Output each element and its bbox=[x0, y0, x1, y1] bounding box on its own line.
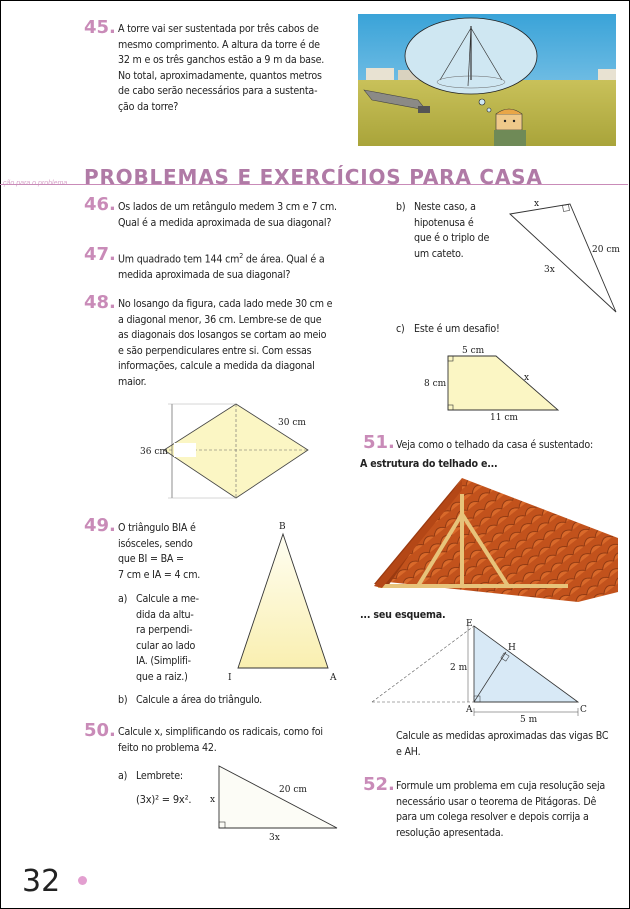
text-line: necessário usar o teorema de Pitágoras. Dê bbox=[396, 795, 597, 808]
problem-51-number: 51. bbox=[363, 432, 395, 453]
text-line: dida da altu- bbox=[136, 608, 194, 621]
rhombus-side-label: 30 cm bbox=[278, 418, 306, 428]
problem-50-c-label: c) bbox=[396, 323, 405, 335]
text-line: Calcule as medidas aproximadas das vigas BC bbox=[396, 730, 609, 742]
text-line: e AH. bbox=[396, 745, 421, 758]
page-number: 32 bbox=[22, 864, 61, 899]
problem-48-number: 48. bbox=[84, 292, 116, 313]
schema-e-label: E bbox=[466, 619, 473, 629]
text-line: A torre vai ser sustentada por três cabos de bbox=[118, 23, 319, 35]
tri-a-hyp-label: 20 cm bbox=[279, 785, 307, 795]
text-line: Qual é a medida aproximada de sua diagonal? bbox=[118, 216, 332, 229]
problem-51-bold2: ... seu esquema. bbox=[360, 609, 446, 621]
tri-b-side-label: 3x bbox=[544, 265, 555, 275]
text-line: Calcule x, simplificando os radicais, como foi bbox=[118, 726, 323, 738]
right-triangle-b-figure bbox=[500, 196, 625, 321]
problem-50-b-label: b) bbox=[396, 201, 406, 213]
problem-50-formula: (3x)² = 9x². bbox=[136, 793, 192, 806]
text-line: cular ao lado bbox=[136, 639, 196, 652]
problem-47-text bbox=[118, 249, 358, 284]
problem-50-b-text bbox=[414, 200, 496, 262]
right-triangle-a-figure bbox=[205, 760, 345, 842]
section-heading: PROBLEMAS E EXERCÍCIOS PARA CASA bbox=[84, 165, 543, 189]
tri-a-side-label: x bbox=[210, 795, 216, 805]
trap-base-label: 11 cm bbox=[490, 413, 518, 422]
problem-50-a-label: a) bbox=[118, 770, 128, 782]
text-line: resolução apresentada. bbox=[396, 826, 504, 839]
schema-c-label: C bbox=[580, 705, 587, 715]
text-line: hipotenusa é bbox=[414, 216, 474, 229]
problem-50-number: 50. bbox=[84, 720, 116, 741]
problem-47-number: 47. bbox=[84, 244, 116, 265]
text-line: e são perpendiculares entre si. Com essas bbox=[118, 344, 312, 357]
vertex-a-label: A bbox=[330, 673, 337, 683]
text-line: para um colega resolver e depois corrija a bbox=[396, 811, 589, 824]
schema-width-label: 5 m bbox=[520, 715, 538, 723]
text-line: Calcule a me- bbox=[136, 593, 199, 605]
trap-left-label: 8 cm bbox=[424, 379, 447, 389]
text-line: informações, calcule a medida da diagonal bbox=[118, 360, 315, 373]
problem-49-b-label: b) bbox=[118, 694, 128, 706]
problem-49-number: 49. bbox=[84, 515, 116, 536]
text-line: isósceles, sendo bbox=[118, 537, 193, 550]
problem-51-bold1: A estrutura do telhado e... bbox=[360, 458, 498, 470]
problem-49-a-text bbox=[136, 592, 226, 686]
trap-top-label: 5 cm bbox=[462, 346, 485, 356]
tower-illustration bbox=[358, 14, 616, 146]
roof-illustration bbox=[368, 474, 618, 602]
rhombus-diagonal-label: 36 cm bbox=[140, 447, 168, 457]
text-line: medida aproximada de sua diagonal? bbox=[118, 269, 291, 282]
text-line: que BI = BA = bbox=[118, 553, 184, 566]
problem-52-text bbox=[396, 779, 624, 841]
text-line: maior. bbox=[118, 375, 147, 388]
schema-h-label: H bbox=[508, 643, 516, 653]
problem-49-a-label: a) bbox=[118, 593, 128, 605]
text-line: um cateto. bbox=[414, 247, 464, 260]
text-line: Os lados de um retângulo medem 3 cm e 7 cm. bbox=[118, 201, 337, 213]
problem-52-number: 52. bbox=[363, 774, 395, 795]
problem-50-text bbox=[118, 725, 358, 756]
text-line: Neste caso, a bbox=[414, 201, 476, 213]
vertex-i-label: I bbox=[228, 673, 232, 683]
problem-50-c-text: Este é um desafio! bbox=[414, 323, 500, 335]
text-line: a diagonal menor, 36 cm. Lembre-se de que bbox=[118, 313, 322, 326]
tri-b-hyp-label: 20 cm bbox=[592, 245, 620, 255]
tri-a-base-label: 3x bbox=[269, 833, 280, 842]
trapezoid-figure bbox=[420, 344, 570, 422]
problem-51-text: Veja como o telhado da casa é sustentado: bbox=[396, 439, 593, 451]
problem-49-b-text: Calcule a área do triângulo. bbox=[136, 694, 262, 706]
text-line: No total, aproximadamente, quantos metros bbox=[118, 69, 322, 82]
text-line: IA. (Simplifi- bbox=[136, 655, 191, 668]
schema-a-label: A bbox=[466, 705, 473, 715]
problem-49-text bbox=[118, 521, 228, 583]
text-line: feito no problema 42. bbox=[118, 741, 217, 754]
problem-48-text bbox=[118, 297, 358, 391]
problem-51-calc bbox=[396, 729, 626, 760]
trap-slant-label: x bbox=[524, 373, 530, 383]
isosceles-triangle-figure bbox=[222, 518, 342, 684]
text-line: de cabo serão necessários para a sustenta- bbox=[118, 85, 318, 98]
page-dot bbox=[78, 876, 87, 885]
problem-46-text bbox=[118, 200, 358, 231]
vertex-b-label: B bbox=[279, 522, 286, 532]
text-line: Formule um problema em cuja resolução seja bbox=[396, 780, 606, 792]
text-line: ra perpendi- bbox=[136, 624, 193, 637]
problem-45-text bbox=[118, 22, 348, 116]
superscript: 2 bbox=[239, 252, 244, 260]
text-line: que é o triplo de bbox=[414, 232, 490, 245]
text-line: 32 m e os três ganchos estão a 9 m da base. bbox=[118, 54, 325, 67]
problem-45-number: 45. bbox=[84, 17, 116, 38]
rhombus-figure bbox=[138, 400, 338, 502]
text-line: 7 cm e IA = 4 cm. bbox=[118, 568, 201, 581]
text-line: as diagonais dos losangos se cortam ao meio bbox=[118, 329, 327, 342]
text-line: que a raiz.) bbox=[136, 670, 188, 683]
text-line: mesmo comprimento. A altura da torre é de bbox=[118, 38, 320, 51]
tri-b-top-label: x bbox=[534, 199, 540, 209]
problem-50-a-text: Lembrete: bbox=[136, 770, 183, 782]
roof-schema-figure bbox=[370, 618, 600, 723]
text-line: No losango da figura, cada lado mede 30 cm e bbox=[118, 298, 333, 310]
text-line: ção da torre? bbox=[118, 100, 179, 113]
problem-46-number: 46. bbox=[84, 194, 116, 215]
text-line: de área. Qual é a bbox=[243, 253, 325, 266]
text-line: O triângulo BIA é bbox=[118, 522, 196, 534]
schema-height-label: 2 m bbox=[450, 663, 468, 673]
text-line: Um quadrado tem 144 cm bbox=[118, 253, 240, 266]
